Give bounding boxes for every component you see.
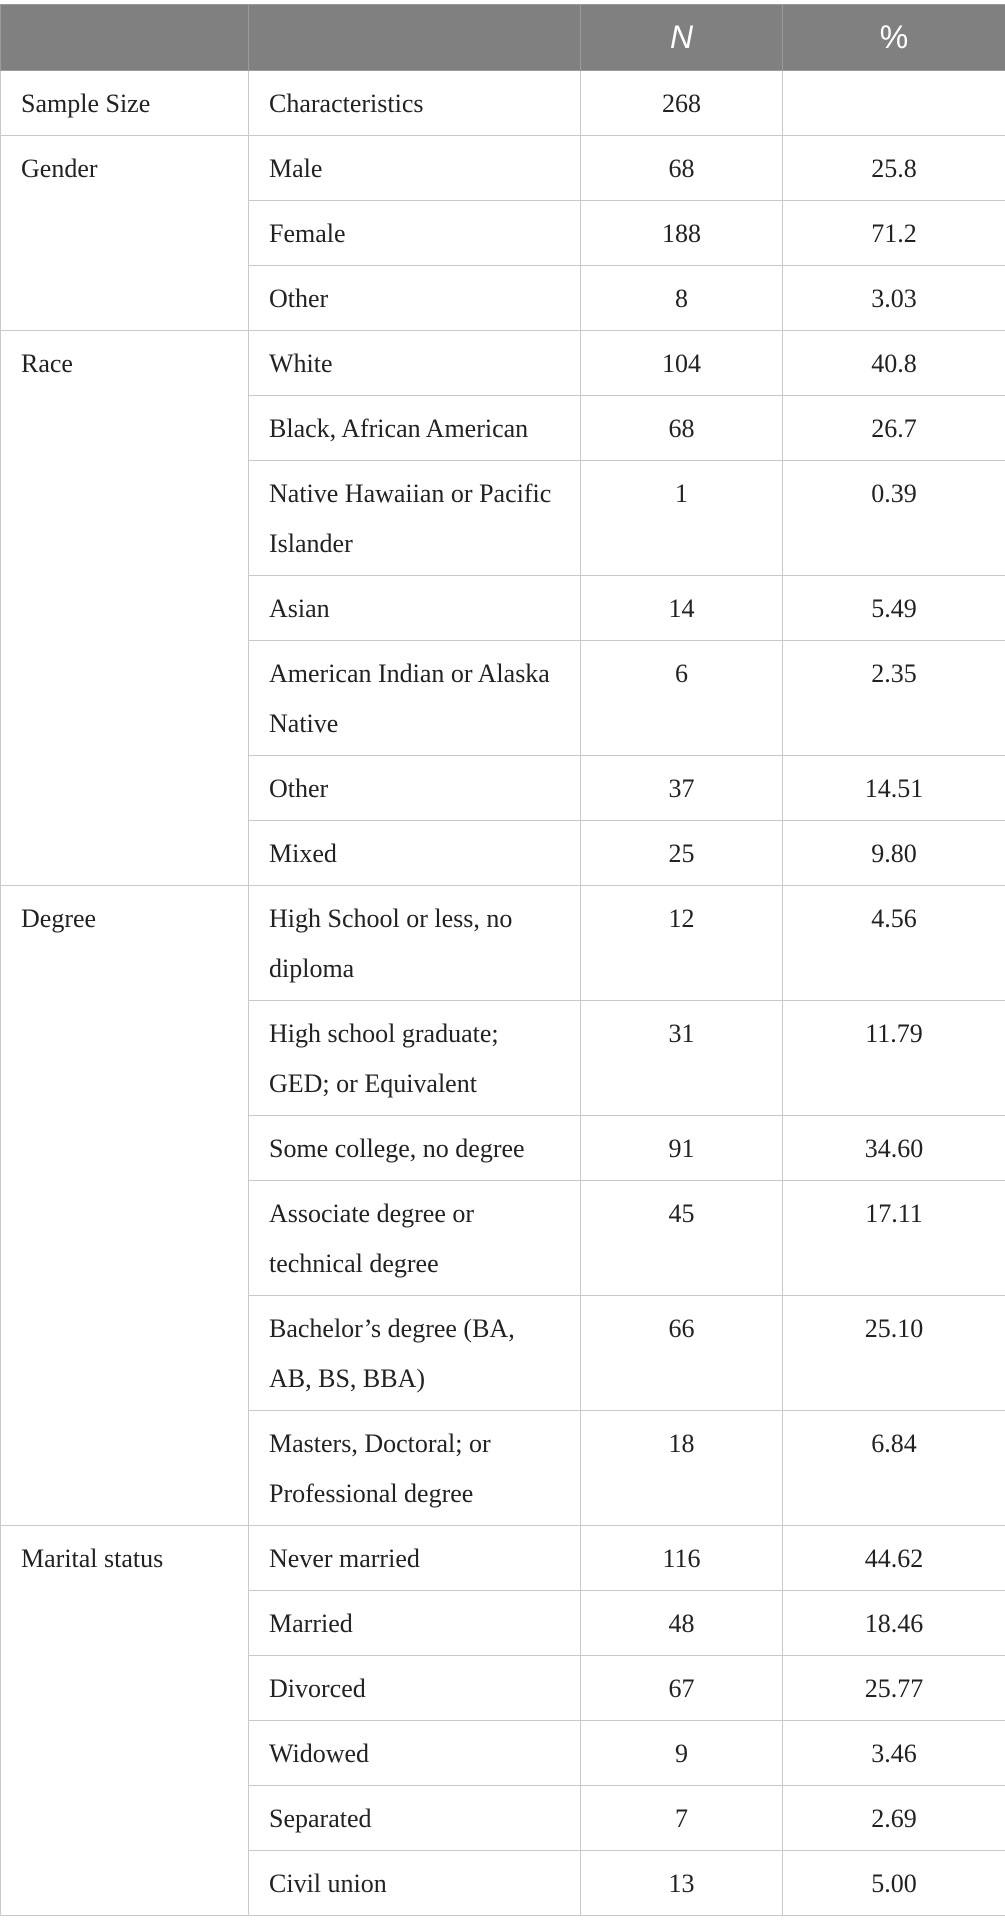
demographics-table <box>0 4 1005 1916</box>
row-n: 13 <box>581 1851 783 1916</box>
row-category: Degree <box>1 886 249 1526</box>
row-category: Marital status <box>1 1526 249 1916</box>
row-n: 12 <box>581 886 783 1001</box>
row-percent: 25.8 <box>783 136 1005 201</box>
row-label: Divorced <box>249 1656 581 1721</box>
row-label: Female <box>249 201 581 266</box>
row-label: Widowed <box>249 1721 581 1786</box>
row-n: 37 <box>581 756 783 821</box>
row-label: Native Hawaiian or Pacific Islander <box>249 461 581 576</box>
row-percent: 25.10 <box>783 1296 1005 1411</box>
row-percent: 26.7 <box>783 396 1005 461</box>
header-category <box>1 5 249 71</box>
row-n: 9 <box>581 1721 783 1786</box>
row-percent: 6.84 <box>783 1411 1005 1526</box>
row-label: White <box>249 331 581 396</box>
row-label: American Indian or Alaska Native <box>249 641 581 756</box>
row-n: 116 <box>581 1526 783 1591</box>
row-percent: 3.46 <box>783 1721 1005 1786</box>
table-row <box>1 71 1005 136</box>
row-label: Separated <box>249 1786 581 1851</box>
row-percent: 2.69 <box>783 1786 1005 1851</box>
row-n: 7 <box>581 1786 783 1851</box>
row-percent: 18.46 <box>783 1591 1005 1656</box>
row-n: 45 <box>581 1181 783 1296</box>
row-n: 91 <box>581 1116 783 1181</box>
row-percent: 40.8 <box>783 331 1005 396</box>
row-label: Masters, Doctoral; or Professional degree <box>249 1411 581 1526</box>
row-percent: 11.79 <box>783 1001 1005 1116</box>
row-percent: 44.62 <box>783 1526 1005 1591</box>
table-header-row <box>1 5 1005 71</box>
row-n: 8 <box>581 266 783 331</box>
row-label: Other <box>249 756 581 821</box>
table-row <box>1 886 1005 1001</box>
row-category: Sample Size <box>1 71 249 136</box>
row-n: 25 <box>581 821 783 886</box>
row-label: High school graduate; GED; or Equivalent <box>249 1001 581 1116</box>
row-n: 18 <box>581 1411 783 1526</box>
row-n: 14 <box>581 576 783 641</box>
header-n: N <box>581 5 783 71</box>
row-label: Characteristics <box>249 71 581 136</box>
row-n: 67 <box>581 1656 783 1721</box>
row-label: Some college, no degree <box>249 1116 581 1181</box>
row-percent: 5.49 <box>783 576 1005 641</box>
row-label: Black, African American <box>249 396 581 461</box>
row-label: High School or less, no diploma <box>249 886 581 1001</box>
row-percent: 17.11 <box>783 1181 1005 1296</box>
row-percent: 34.60 <box>783 1116 1005 1181</box>
table-row <box>1 136 1005 201</box>
demographics-table-container <box>0 4 1005 1916</box>
row-percent: 4.56 <box>783 886 1005 1001</box>
row-category: Race <box>1 331 249 886</box>
row-percent: 25.77 <box>783 1656 1005 1721</box>
row-n: 104 <box>581 331 783 396</box>
header-characteristic <box>249 5 581 71</box>
row-percent: 5.00 <box>783 1851 1005 1916</box>
row-n: 68 <box>581 396 783 461</box>
row-n: 268 <box>581 71 783 136</box>
row-percent <box>783 71 1005 136</box>
table-body <box>1 71 1005 1916</box>
row-percent: 3.03 <box>783 266 1005 331</box>
header-percent: % <box>783 5 1005 71</box>
row-label: Associate degree or technical degree <box>249 1181 581 1296</box>
row-percent: 2.35 <box>783 641 1005 756</box>
row-n: 188 <box>581 201 783 266</box>
row-label: Other <box>249 266 581 331</box>
row-percent: 14.51 <box>783 756 1005 821</box>
row-percent: 9.80 <box>783 821 1005 886</box>
row-percent: 0.39 <box>783 461 1005 576</box>
row-n: 31 <box>581 1001 783 1116</box>
row-n: 6 <box>581 641 783 756</box>
row-label: Mixed <box>249 821 581 886</box>
row-n: 68 <box>581 136 783 201</box>
row-label: Asian <box>249 576 581 641</box>
row-n: 48 <box>581 1591 783 1656</box>
row-label: Never married <box>249 1526 581 1591</box>
row-n: 1 <box>581 461 783 576</box>
row-label: Civil union <box>249 1851 581 1916</box>
row-label: Married <box>249 1591 581 1656</box>
row-label: Bachelor’s degree (BA, AB, BS, BBA) <box>249 1296 581 1411</box>
table-row <box>1 1526 1005 1591</box>
table-row <box>1 331 1005 396</box>
row-percent: 71.2 <box>783 201 1005 266</box>
row-label: Male <box>249 136 581 201</box>
row-n: 66 <box>581 1296 783 1411</box>
row-category: Gender <box>1 136 249 331</box>
